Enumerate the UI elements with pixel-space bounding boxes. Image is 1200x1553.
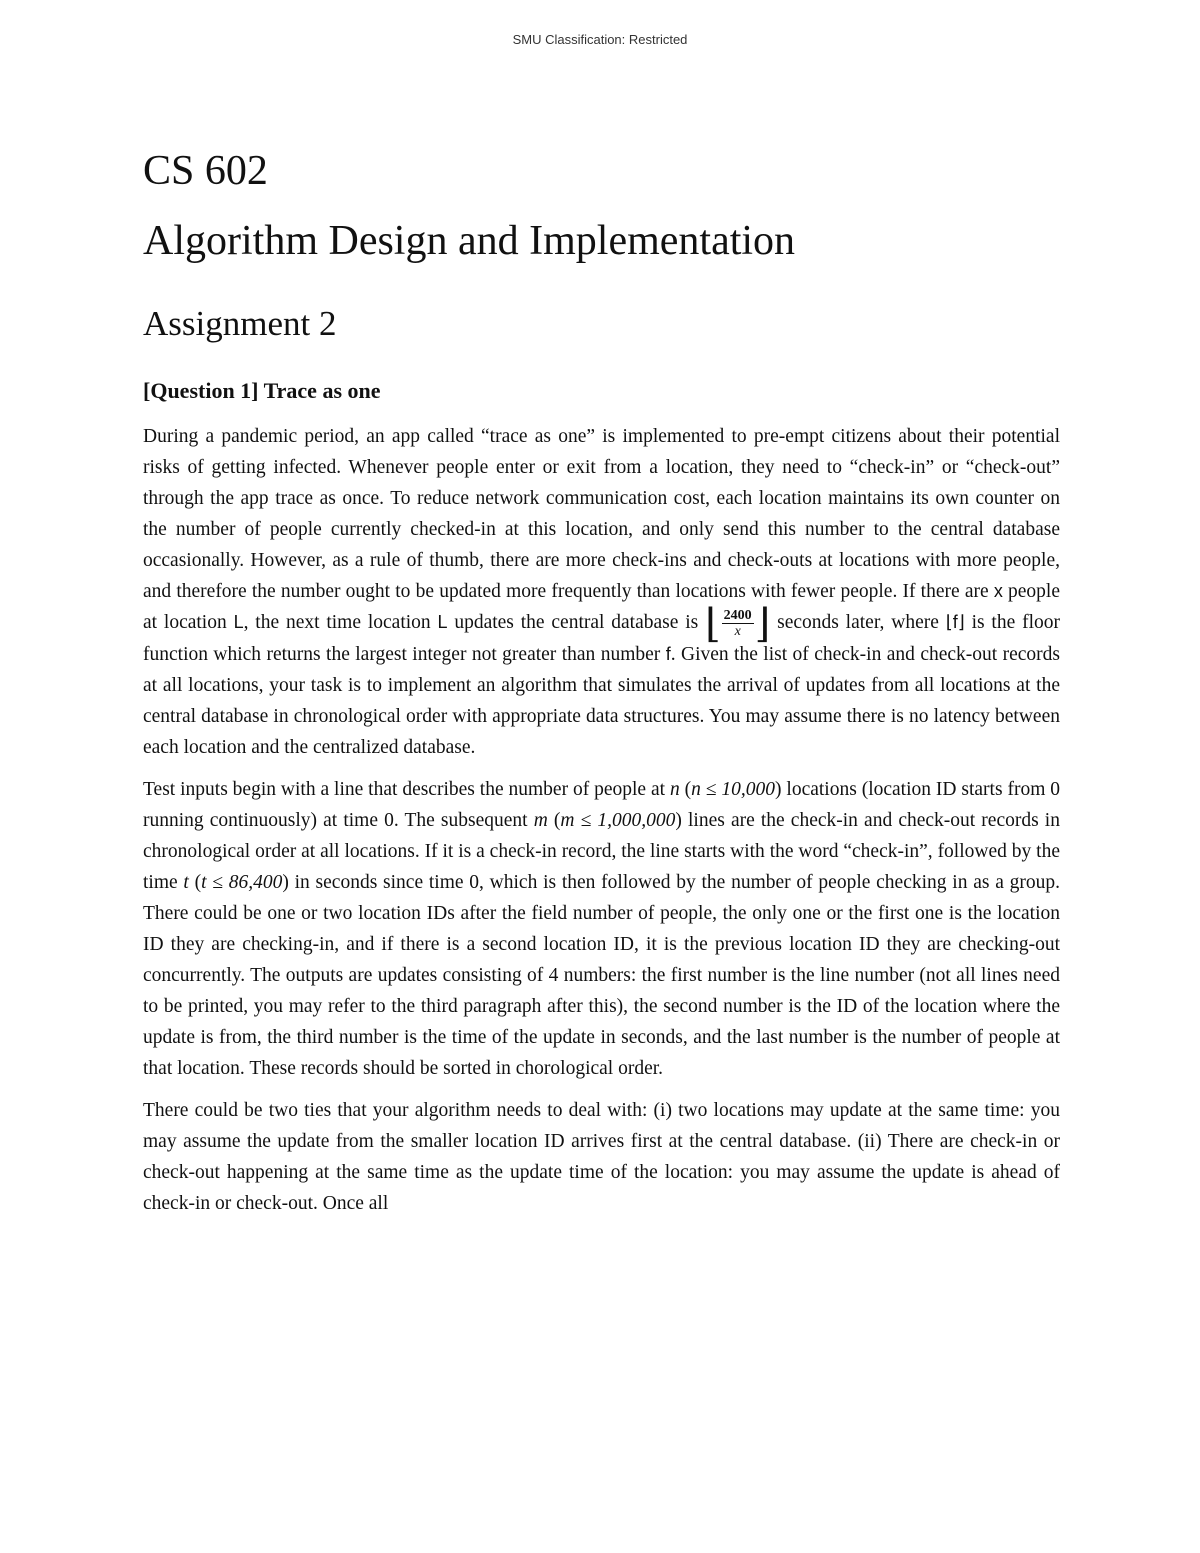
t-constraint: t ≤ 86,400: [201, 871, 283, 893]
assignment-title: Assignment 2: [143, 304, 337, 343]
n-constraint: n ≤ 10,000: [691, 778, 776, 800]
document-body: [143, 140, 1060, 1219]
p2-text-d: (: [547, 809, 561, 831]
n-variable: n: [669, 778, 680, 800]
p1-text-c: , the next time location: [243, 612, 438, 633]
p1-text-a: During a pandemic period, an app called “trace as one” is implemented to pre-empt citizens about their potential risks of getting infected. Whenever people enter or exit from a location, they need to “check-in” or “check-out” through the app trace as once. To reduce network communication cost, each location maintains its own counter on the number of people currently checked-in at this location, and only send this number to the central database occasionally. However, as a rule of thumb, there are more check-ins and check-outs at locations with more people, and therefore the number ought to be updated more frequently than locations with fewer people. If there are: [143, 426, 1060, 602]
paragraph-input-output: [143, 774, 1060, 1084]
course-title: Algorithm Design and Implementation: [143, 218, 796, 264]
classification-header: SMU Classification: Restricted: [512, 32, 688, 47]
fraction: [721, 608, 755, 640]
paragraph-ties: There could be two ties that your algorithm needs to deal with: (i) two locations may update at the same time: you may assume the update from the smaller location ID arrives first at the central database. (ii) There are check-in or check-out happening at the same time as the update time of the location: you may assume the update is ahead of check-in or check-out. Once all: [143, 1099, 1060, 1214]
p2-text-b: (: [679, 778, 692, 800]
floor-right-bracket: ⌋: [754, 600, 771, 646]
f-variable: f: [665, 643, 671, 664]
p2-text-f: (: [188, 871, 202, 893]
x-variable: x: [993, 581, 1003, 601]
floor-fraction-formula: [705, 601, 770, 647]
paragraph-problem-description: [143, 421, 1060, 763]
p2-text-g: ) in seconds since time 0, which is then followed by the number of people checking in as a group. There could be one or two location IDs after the field number of people, the only one or the first one is the location ID they are checking-in, and if there is a second location ID, it is the previous location ID they are checking-out concurrently. The outputs are updates consisting of 4 numbers: the first number is the line number (not all lines need to be printed, you may refer to the third paragraph after this), the second number is the ID of the location where the update is from, the third number is the time of the update in seconds, and the last number is the number of people at that location. These records should be sorted in chorological order.: [143, 871, 1060, 1079]
p2-text-c: ) locations (location ID starts from 0 running continuously) at time 0. The subsequent: [143, 778, 1061, 831]
m-variable: m: [533, 809, 548, 831]
question-heading: [Question 1] Trace as one: [143, 378, 381, 403]
floor-f-notation: ⌊f⌋: [945, 612, 965, 632]
fraction-denominator: x: [734, 623, 741, 639]
l-variable-2: L: [437, 612, 448, 632]
m-constraint: m ≤ 1,000,000: [560, 809, 676, 831]
fraction-numerator: 2400: [723, 607, 752, 623]
p1-text-e: seconds later, where: [770, 612, 946, 633]
floor-left-bracket: ⌊: [705, 600, 721, 646]
p1-text-d: updates the central database is: [447, 612, 706, 633]
p1-text-f: is the floor function which returns the largest integer not greater than number: [143, 612, 1060, 665]
p2-text-a: Test inputs begin with a line that describes the number of people at: [143, 778, 670, 800]
course-code: CS 602: [143, 148, 268, 194]
p1-text-g: . Given the list of check-in and check-out records at all locations, your task is to implement an algorithm that simulates the arrival of updates from all locations at the central database in chronological order with appropriate data structures. You may assume there is no latency between each location and the centralized database.: [143, 643, 1060, 758]
p2-text-e: ) lines are the check-in and check-out records in chronological order at all locations. If it is a check-in record, the line starts with the word “check-in”, followed by the time: [143, 809, 1060, 893]
l-variable: L: [233, 612, 244, 632]
p1-text-b: people at location: [143, 581, 1060, 633]
t-variable: t: [183, 871, 189, 893]
